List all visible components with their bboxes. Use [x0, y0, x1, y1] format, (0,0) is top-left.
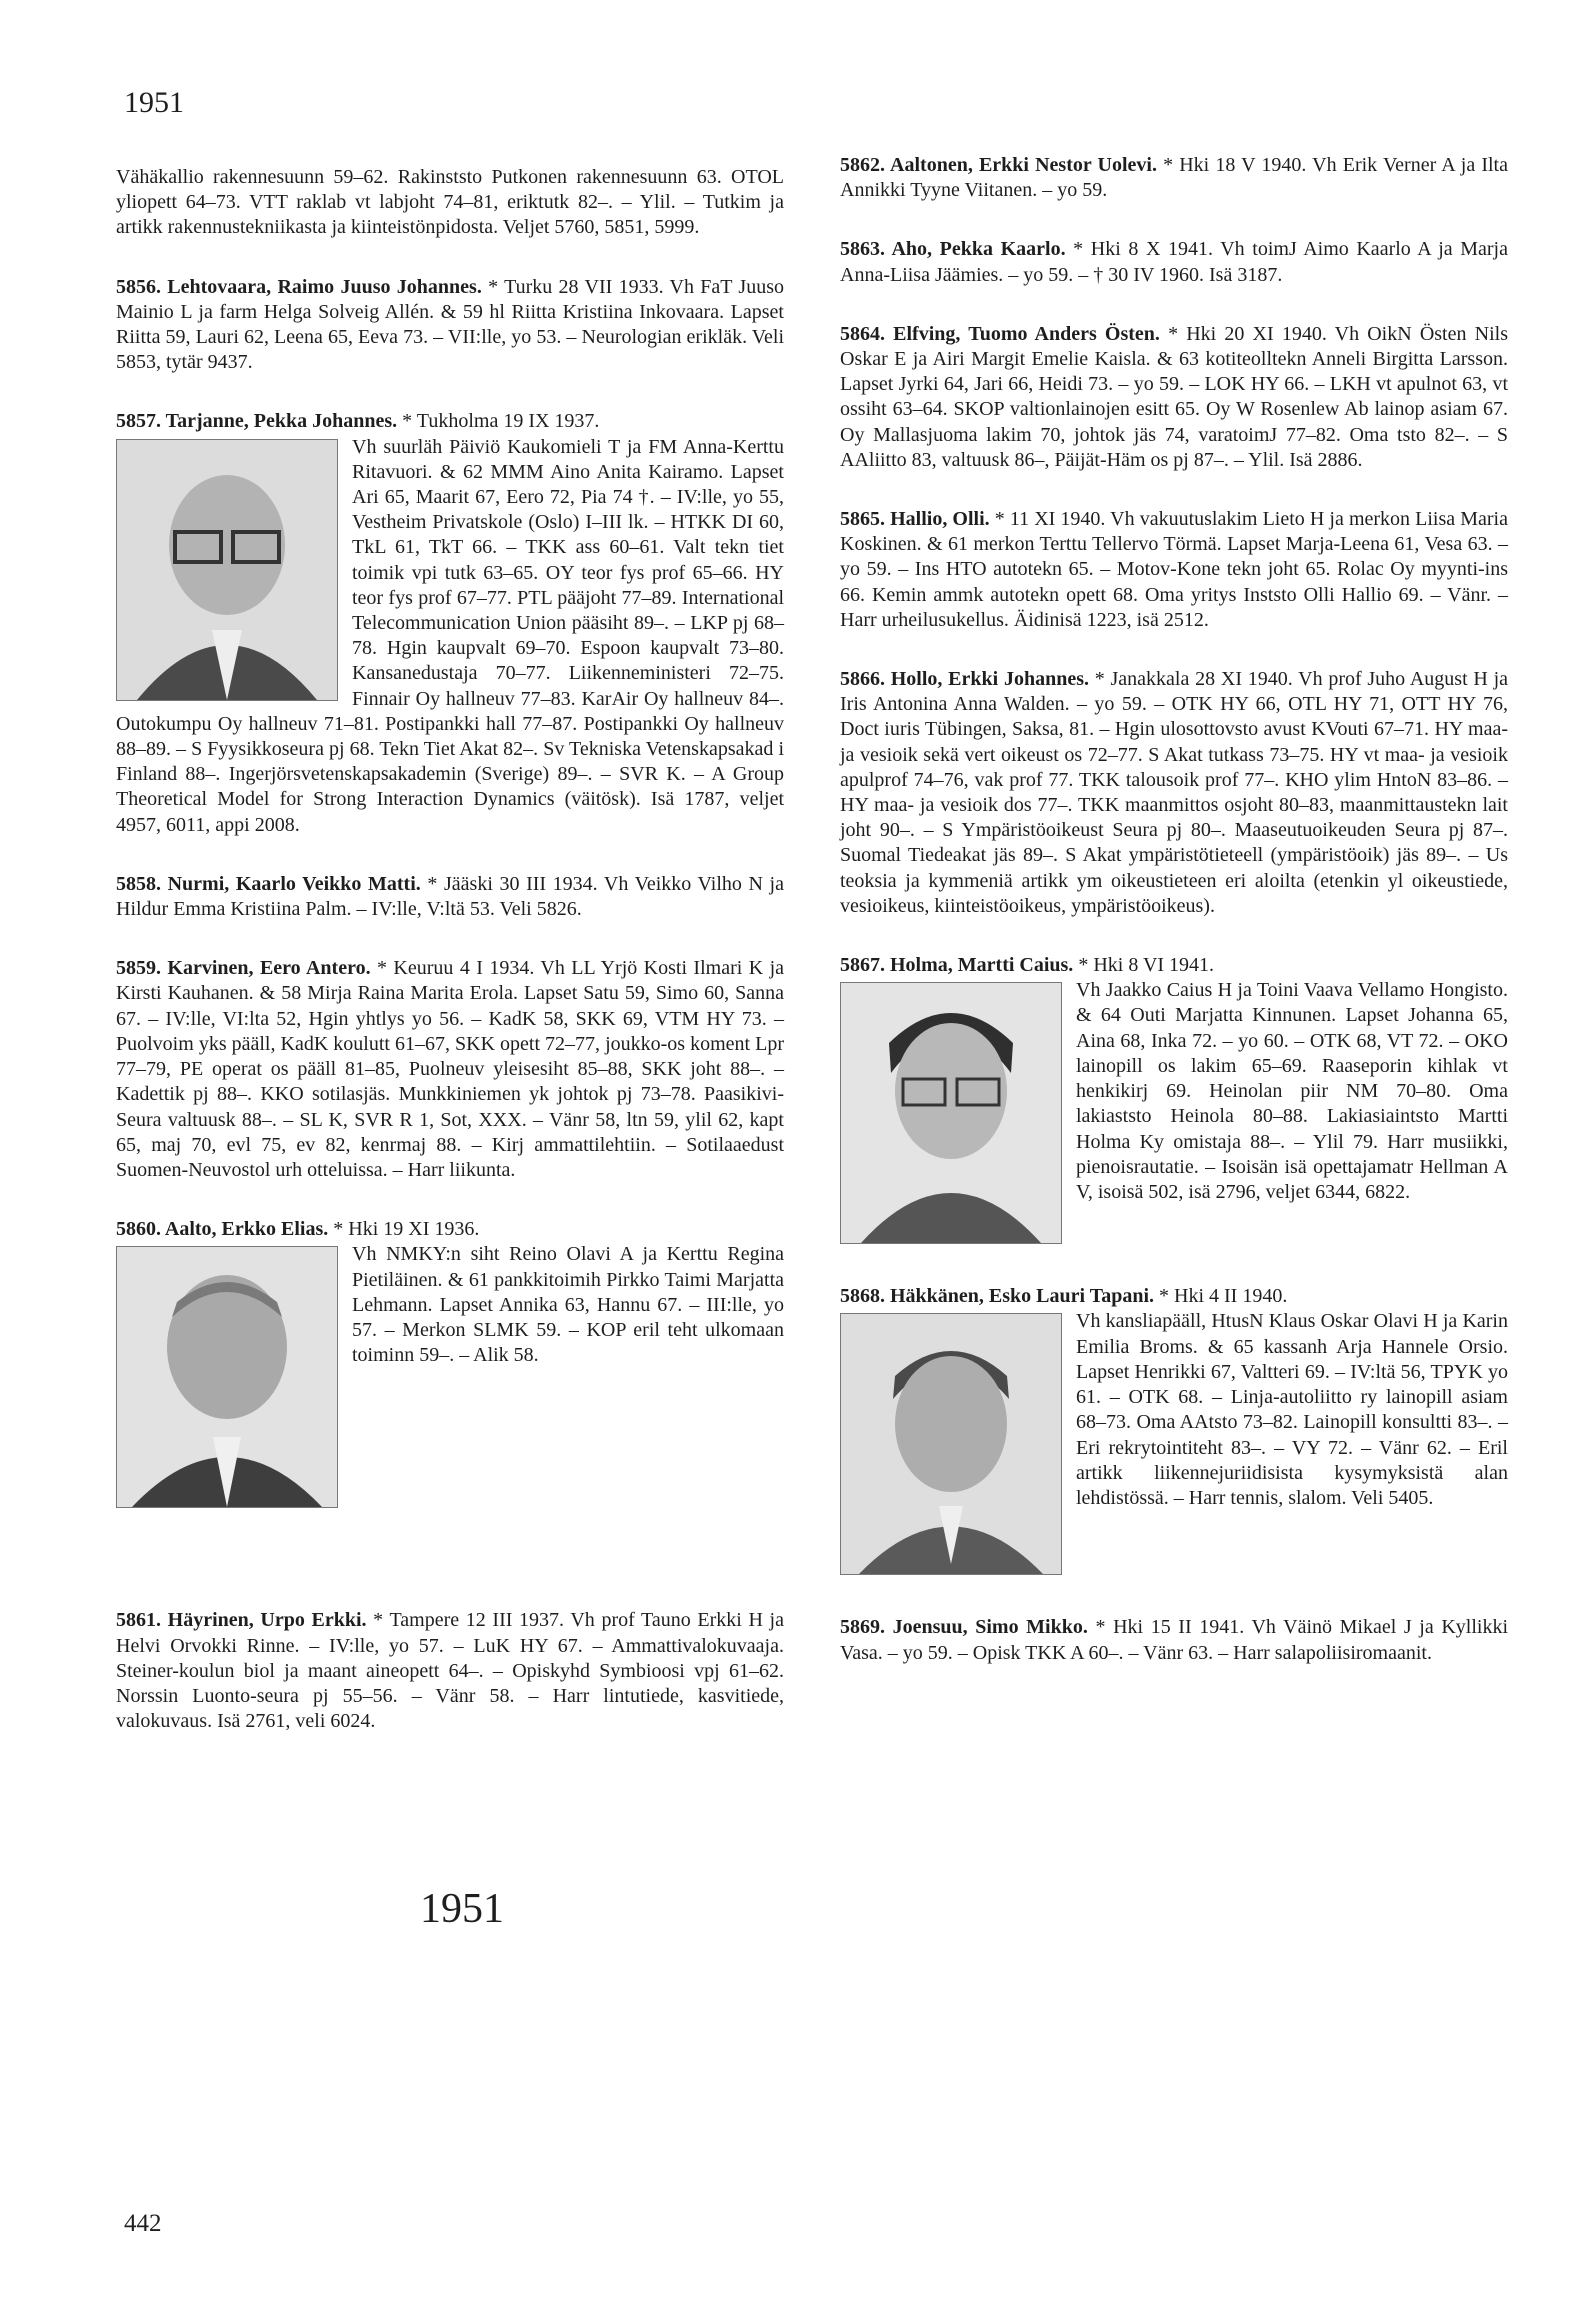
entry-body: Vh Erik Verner A ja Ilta Annikki Tyyne Viitanen. – yo 59.: [840, 154, 1508, 202]
entry-heading: 5860. Aalto, Erkko Elias.: [116, 1218, 329, 1241]
entry-heading: 5868. Häkkänen, Esko Lauri Tapani.: [840, 1285, 1155, 1308]
entry-5868: [840, 1284, 1508, 1581]
entry-5863: [840, 237, 1508, 287]
entry-birth: * Jääski 30 III 1934.: [420, 872, 598, 895]
entry-heading: 5864. Elfving, Tuomo Anders Östen.: [840, 322, 1160, 345]
entry-5856: [116, 275, 784, 376]
entry-birth: * Hki 8 X 1941.: [1065, 238, 1213, 261]
portrait-photo-graphic: [117, 440, 337, 700]
entry-birth: * Hki 15 II 1941.: [1087, 1616, 1245, 1639]
entry-body: Vh LL Yrjö Kosti Ilmari K ja Kirsti Kauhanen. & 58 Mirja Raina Marita Erola. Lapset Satu 59, Simo 60, Sanna 67. – IV:lle, VI:lta 52, Hgin yhtlys yo 56. – KadK 58, SKK 69, VTM HY 73. – Puolvoim yks pääll, KadK koulutt 61–67, SKK opett 72–77, joukko-os koment Lpr 77–79, PE operat os pääll 81–85, Puolneuv yleisesiht 85–88, SKK joht 88–. – Kadettik pj 88–. KKO sotilasjäs. Munkkiniemen yk johtok pj 73–78. Paasikivi-Seura valtuusk 88–. – SL K, SVR R 1, Sot, XXX. – Vänr 58, ltn 59, ylil 62, kapt 65, maj 70, evl 75, ev 82, kenrmaj 88. – Kirj ammattilehtiin. – Sotilaaedust Suomen-Neuvostol urh otteluissa. – Harr liikunta.: [116, 957, 784, 1181]
entry-birth: * Tampere 12 III 1937.: [366, 1609, 565, 1632]
entry-body: Vh suurläh Päiviö Kaukomieli T ja FM Anna-Kerttu Ritavuori. & 62 MMM Aino Anita Kairamo. Lapset Ari 65, Maarit 67, Eero 72, Pia 74 †. – IV:lle, yo 55, Vestheim Privatskole (Oslo) I–III lk. – HTKK DI 60, TkL 61, TkT 66. – TKK ass 60–61. Valt tekn tiet toimik vpi tutk 63–65. OY teor fys prof 65–66. HY teor fys prof 67–77. PTL pääjoht 77–89. International Telecommunication Union pääsiht 89–. – LKP pj 68–78. Hgin kaupvalt 69–70. Espoon kaupvalt 73–80. Kansanedustaja 70–77. Liikenneministeri 72–75. Finnair Oy hallneuv 77–83. KarAir Oy hallneuv 84–. Outokumpu Oy hallneuv 71–81. Postipankki hall 77–87. Postipankki Oy hallneuv 88–89. – S Fyysikkoseura pj 68. Tekn Tiet Akat 82–. Sv Tekniska Vetenskapsakad i Finland 88–. Ingerjörsvetenskapsakademin (Sverige) 89–. – SVR K. – A Group Theoretical Model for Strong Interaction Dynamics (väitösk). Isä 1787, veljet 4957, 6011, appi 2008.: [116, 435, 784, 836]
continued-entry-text: Vähäkallio rakennesuunn 59–62. Rakinststo Putkonen rakennesuunn 63. OTOL yliopett 64–73. VTT raklab vt labjoht 74–81, eriktutk 82–. – Ylil. – Tutkim ja artikk rakennustekniikasta ja kiinteistönpidosta. Veljet 5760, 5851, 5999.: [116, 166, 784, 239]
entry-heading: 5856. Lehtovaara, Raimo Juuso Johannes.: [116, 275, 482, 298]
entry-body: Vh vakuutuslakim Lieto H ja merkon Liisa Maria Koskinen. & 61 merkon Terttu Tellervo Törmä. Lapset Marja-Leena 61, Vesa 63. – yo 59. – Ins HTO autotekn 65. – Motov-Kone tekn joht 65. Rolac Oy myynti-ins 66. Kemin ammk autotekn opett 68. Oma yritys Inststo Olli Hallio 69. – Vänr. – Harr urheilusukellus. Äidinisä 1223, isä 2512.: [840, 508, 1508, 631]
entry-5862: [840, 153, 1508, 203]
entry-body: Vh FaT Juuso Mainio L ja farm Helga Solveig Allén. & 59 hl Riitta Kristiina Inkovaara. Lapset Riitta 59, Lauri 62, Leena 65, Eeva 73. – VII:lle, yo 53. – Neurologian erikläk. Veli 5853, tytär 9437.: [116, 275, 784, 374]
entry-birth: * Hki 19 XI 1936.: [328, 1218, 480, 1241]
entry-heading: 5863. Aho, Pekka Kaarlo.: [840, 238, 1066, 261]
portrait-photo: [116, 439, 338, 701]
portrait-photo-graphic: [841, 983, 1061, 1243]
entry-body: Vh OikN Östen Nils Oskar E ja Airi Margit Emelie Kaisla. & 63 kotiteolltekn Anneli Birgitta Larsson. Lapset Jyrki 64, Jari 66, Heidi 73. – yo 59. – LOK HY 66. – LKH vt apulnot 63, vt ossiht 63–64. SKOP valtionlainojen esitt 65. Oy W Rosenlew Ab lainop asiam 67. Oy Mallasjuoma lakim 70, johtok jäs 74, varatoimJ 77–82. Oma tsto 82–. – S AAliitto 83, valtuusk 86–, Päijät-Häm os pj 87–. – Ylil. Isä 2886.: [840, 322, 1508, 471]
page-number: 442: [124, 2210, 162, 2237]
entry-5859: [116, 956, 784, 1183]
portrait-photo-graphic: [841, 1314, 1061, 1574]
entry-5866: [840, 667, 1508, 919]
entry-5864: [840, 322, 1508, 473]
entry-birth: * Janakkala 28 XI 1940.: [1089, 668, 1293, 691]
entry-heading: 5857. Tarjanne, Pekka Johannes.: [116, 410, 398, 433]
entry-heading: 5866. Hollo, Erkki Johannes.: [840, 668, 1089, 691]
entry-heading: 5865. Hallio, Olli.: [840, 508, 990, 531]
portrait-photo: [116, 1246, 338, 1508]
year-divider: 1951: [420, 1886, 504, 1932]
entry-5858: [116, 872, 784, 922]
entry-body: Vh Veikko Vilho N ja Hildur Emma Kristiina Palm. – IV:lle, V:ltä 53. Veli 5826.: [116, 872, 784, 921]
entry-5860: [116, 1217, 784, 1514]
entry-birth: * 11 XI 1940.: [989, 508, 1106, 531]
entry-birth: * Hki 18 V 1940.: [1156, 154, 1307, 176]
entry-birth: * Hki 20 XI 1940.: [1159, 322, 1327, 345]
entry-body: Vh prof Juho August H ja Iris Antonina Anna Walden. – yo 59. – OTK HY 66, OTL HY 71, OTT HY 76, Doct iuris Tübingen, Saksa, 81. – Hgin ulosottovsto avust KVouti 67–71. HY maa- ja vesioik sekä vert oikeust os 72–77. S Akat tutkass 73–75. HY vt maa- ja vesioik apulprof 74–76, vak prof 77. TKK talousoik prof 77–. KHO ylim HntoN 83–86. – HY maa- ja vesioik dos 77–. TKK maanmittos osjoht 80–83, maanmittaustekn lait joht 90–. – S Ympäristöoikeust Seura pj 80–. Maaseutuoikeuden Seura pj 87–. Suomal Tiedeakat jäs 89–. S Akat ympäristötieteell (ympäristöoik) jäs 89–. – Us teoksia ja kymmeniä artikk ym oikeustieteen eri aloilta (etenkin yl oikeustiede, vesioikeus, kiinteistöoikeus, ympäristöoikeus).: [840, 668, 1509, 917]
portrait-photo-graphic: [117, 1247, 337, 1507]
entry-heading: 5858. Nurmi, Kaarlo Veikko Matti.: [116, 872, 421, 895]
left-column: [116, 145, 784, 1768]
entry-heading: 5862. Aaltonen, Erkki Nestor Uolevi.: [840, 154, 1157, 176]
entry-body: Vh NMKY:n siht Reino Olavi A ja Kerttu Regina Pietiläinen. & 61 pankkitoimih Pirkko Taimi Marjatta Lehmann. Lapset Annika 63, Hannu 67. – III:lle, yo 57. – Merkon SLMK 59. – KOP eril teht ulkomaan toiminn 59–. – Alik 58.: [352, 1243, 784, 1367]
entry-5867: [840, 953, 1508, 1250]
entry-body: Vh Jaakko Caius H ja Toini Vaava Vellamo Hongisto. & 64 Outi Marjatta Kinnunen. Lapset Johanna 65, Aina 68, Inka 72. – yo 60. – OTK 68, VT 72. – OKO lainopill os lakim 65–69. Raaseporin kihlak vt henkikirj 69. Heinolan piir NM 70–80. Oma lakiaststo Heinola 80–88. Lakiasiaintsto Martti Holma Ky omistaja 88–. – Ylil 79. Harr musiikki, pienoisrautatie. – Isoisän isä opettajamatr Hellman A V, isoisä 502, isä 2796, veljet 6344, 6822.: [1076, 979, 1508, 1203]
portrait-photo: [840, 982, 1062, 1244]
entry-heading: 5869. Joensuu, Simo Mikko.: [840, 1616, 1088, 1639]
right-column: [840, 153, 1508, 1700]
entry-birth: * Hki 8 VI 1941.: [1073, 954, 1215, 977]
entry-birth: * Turku 28 VII 1933.: [481, 275, 664, 298]
entry-heading: 5861. Häyrinen, Urpo Erkki.: [116, 1609, 367, 1632]
running-head-year: 1951: [124, 86, 184, 119]
entry-5857: [116, 409, 784, 837]
entry-heading: 5859. Karvinen, Eero Antero.: [116, 957, 371, 980]
entry-birth: * Tukholma 19 IX 1937.: [397, 410, 600, 433]
entry-body: Vh kansliapääll, HtusN Klaus Oskar Olavi H ja Karin Emilia Broms. & 65 kassanh Arja Hannele Orsio. Lapset Henrikki 67, Valtteri 69. – IV:ltä 56, TPYK yo 61. – OTK 68. – Linja-autoliitto ry lainopill asiam 68–73. Oma AAtsto 73–82. Lainopill konsultti 83–. – Eri rekrytointiteht 83–. – VY 72. – Vänr 62. – Eril artikk liikennejuriidisista kysymyksistä alan lehdistössä. – Harr tennis, slalom. Veli 5405.: [1076, 1310, 1508, 1509]
entry-heading: 5867. Holma, Martti Caius.: [840, 954, 1074, 977]
entry-body: Vh prof Tauno Erkki H ja Helvi Orvokki Rinne. – IV:lle, yo 57. – LuK HY 67. – Ammattivalokuvaaja. Steiner-koulun biol ja maant aineopett 64–. – Opiskyhd Symbioosi vpj 61–62. Norssin Luonto-seura pj 55–56. – Vänr 58. – Harr lintutiede, kasvitiede, valokuvaus. Isä 2761, veli 6024.: [116, 1609, 784, 1733]
entry-body: Vh Väinö Mikael J ja Kyllikki Vasa. – yo 59. – Opisk TKK A 60–. – Vänr 63. – Harr salapoliisiromaanit.: [840, 1616, 1508, 1664]
portrait-photo: [840, 1313, 1062, 1575]
entry-birth: * Keuruu 4 I 1934.: [370, 957, 535, 980]
entry-birth: * Hki 4 II 1940.: [1154, 1285, 1288, 1308]
entry-5861: [116, 1608, 784, 1734]
entry-5869: [840, 1615, 1508, 1665]
entry-body: Vh toimJ Aimo Kaarlo A ja Marja Anna-Liisa Jäämies. – yo 59. – † 30 IV 1960. Isä 3187.: [840, 238, 1508, 286]
entry-5865: [840, 507, 1508, 633]
